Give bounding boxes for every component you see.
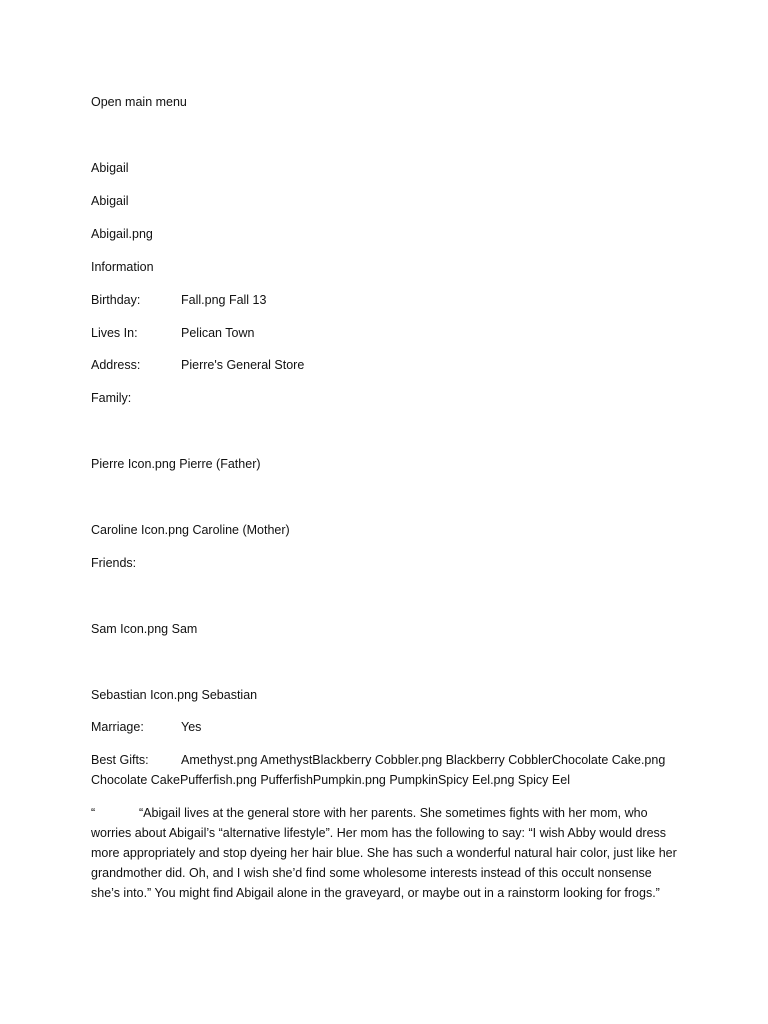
birthday-label: Birthday: bbox=[91, 293, 141, 307]
friend-sam[interactable]: Sam Icon.png Sam bbox=[91, 622, 198, 636]
address-label: Address: bbox=[91, 358, 141, 372]
best-gifts-row bbox=[91, 750, 665, 770]
family-label: Family: bbox=[91, 391, 132, 405]
birthday-row bbox=[91, 290, 266, 310]
open-main-menu-link[interactable]: Open main menu bbox=[91, 95, 187, 109]
character-title: Abigail bbox=[91, 161, 129, 175]
best-gifts-line-1: Amethyst.png AmethystBlackberry Cobbler.png Blackberry CobblerChocolate Cake.png bbox=[181, 753, 666, 767]
information-heading: Information bbox=[91, 260, 154, 274]
birthday-value: Fall.png Fall 13 bbox=[181, 293, 267, 307]
lives-in-label: Lives In: bbox=[91, 326, 138, 340]
marriage-value: Yes bbox=[181, 720, 202, 734]
family-member-father[interactable]: Pierre Icon.png Pierre (Father) bbox=[91, 457, 261, 471]
character-name: Abigail bbox=[91, 194, 129, 208]
friends-label: Friends: bbox=[91, 556, 137, 570]
description-open-quote: “ bbox=[91, 806, 96, 820]
address-value: Pierre's General Store bbox=[181, 358, 305, 372]
best-gifts-label: Best Gifts: bbox=[91, 753, 149, 767]
best-gifts-line-2: Chocolate CakePufferfish.png PufferfishPumpkin.png PumpkinSpicy Eel.png Spicy Eel bbox=[91, 773, 570, 787]
marriage-row bbox=[91, 717, 201, 737]
description-text: “Abigail lives at the general store with her parents. She sometimes fights with her mom, who worries about Abigail’s “alternative lifestyle”. Her mom has the following to say: “I wish Abby would dress more appropriately and stop dyeing her hair blue. She has such a wonderful natural hair color, just like her grandmother did. Oh, and I wish she’d find some wholesome interests instead of this occult nonsense she’s into.” You might find Abigail alone in the graveyard, or maybe out in a rainstorm looking for frogs.” bbox=[91, 806, 677, 900]
lives-in-value: Pelican Town bbox=[181, 326, 255, 340]
lives-in-row bbox=[91, 323, 254, 343]
friend-sebastian[interactable]: Sebastian Icon.png Sebastian bbox=[91, 688, 258, 702]
character-description bbox=[91, 803, 681, 903]
address-row bbox=[91, 355, 304, 375]
family-member-mother[interactable]: Caroline Icon.png Caroline (Mother) bbox=[91, 523, 290, 537]
marriage-label: Marriage: bbox=[91, 720, 144, 734]
character-image-caption: Abigail.png bbox=[91, 227, 153, 241]
